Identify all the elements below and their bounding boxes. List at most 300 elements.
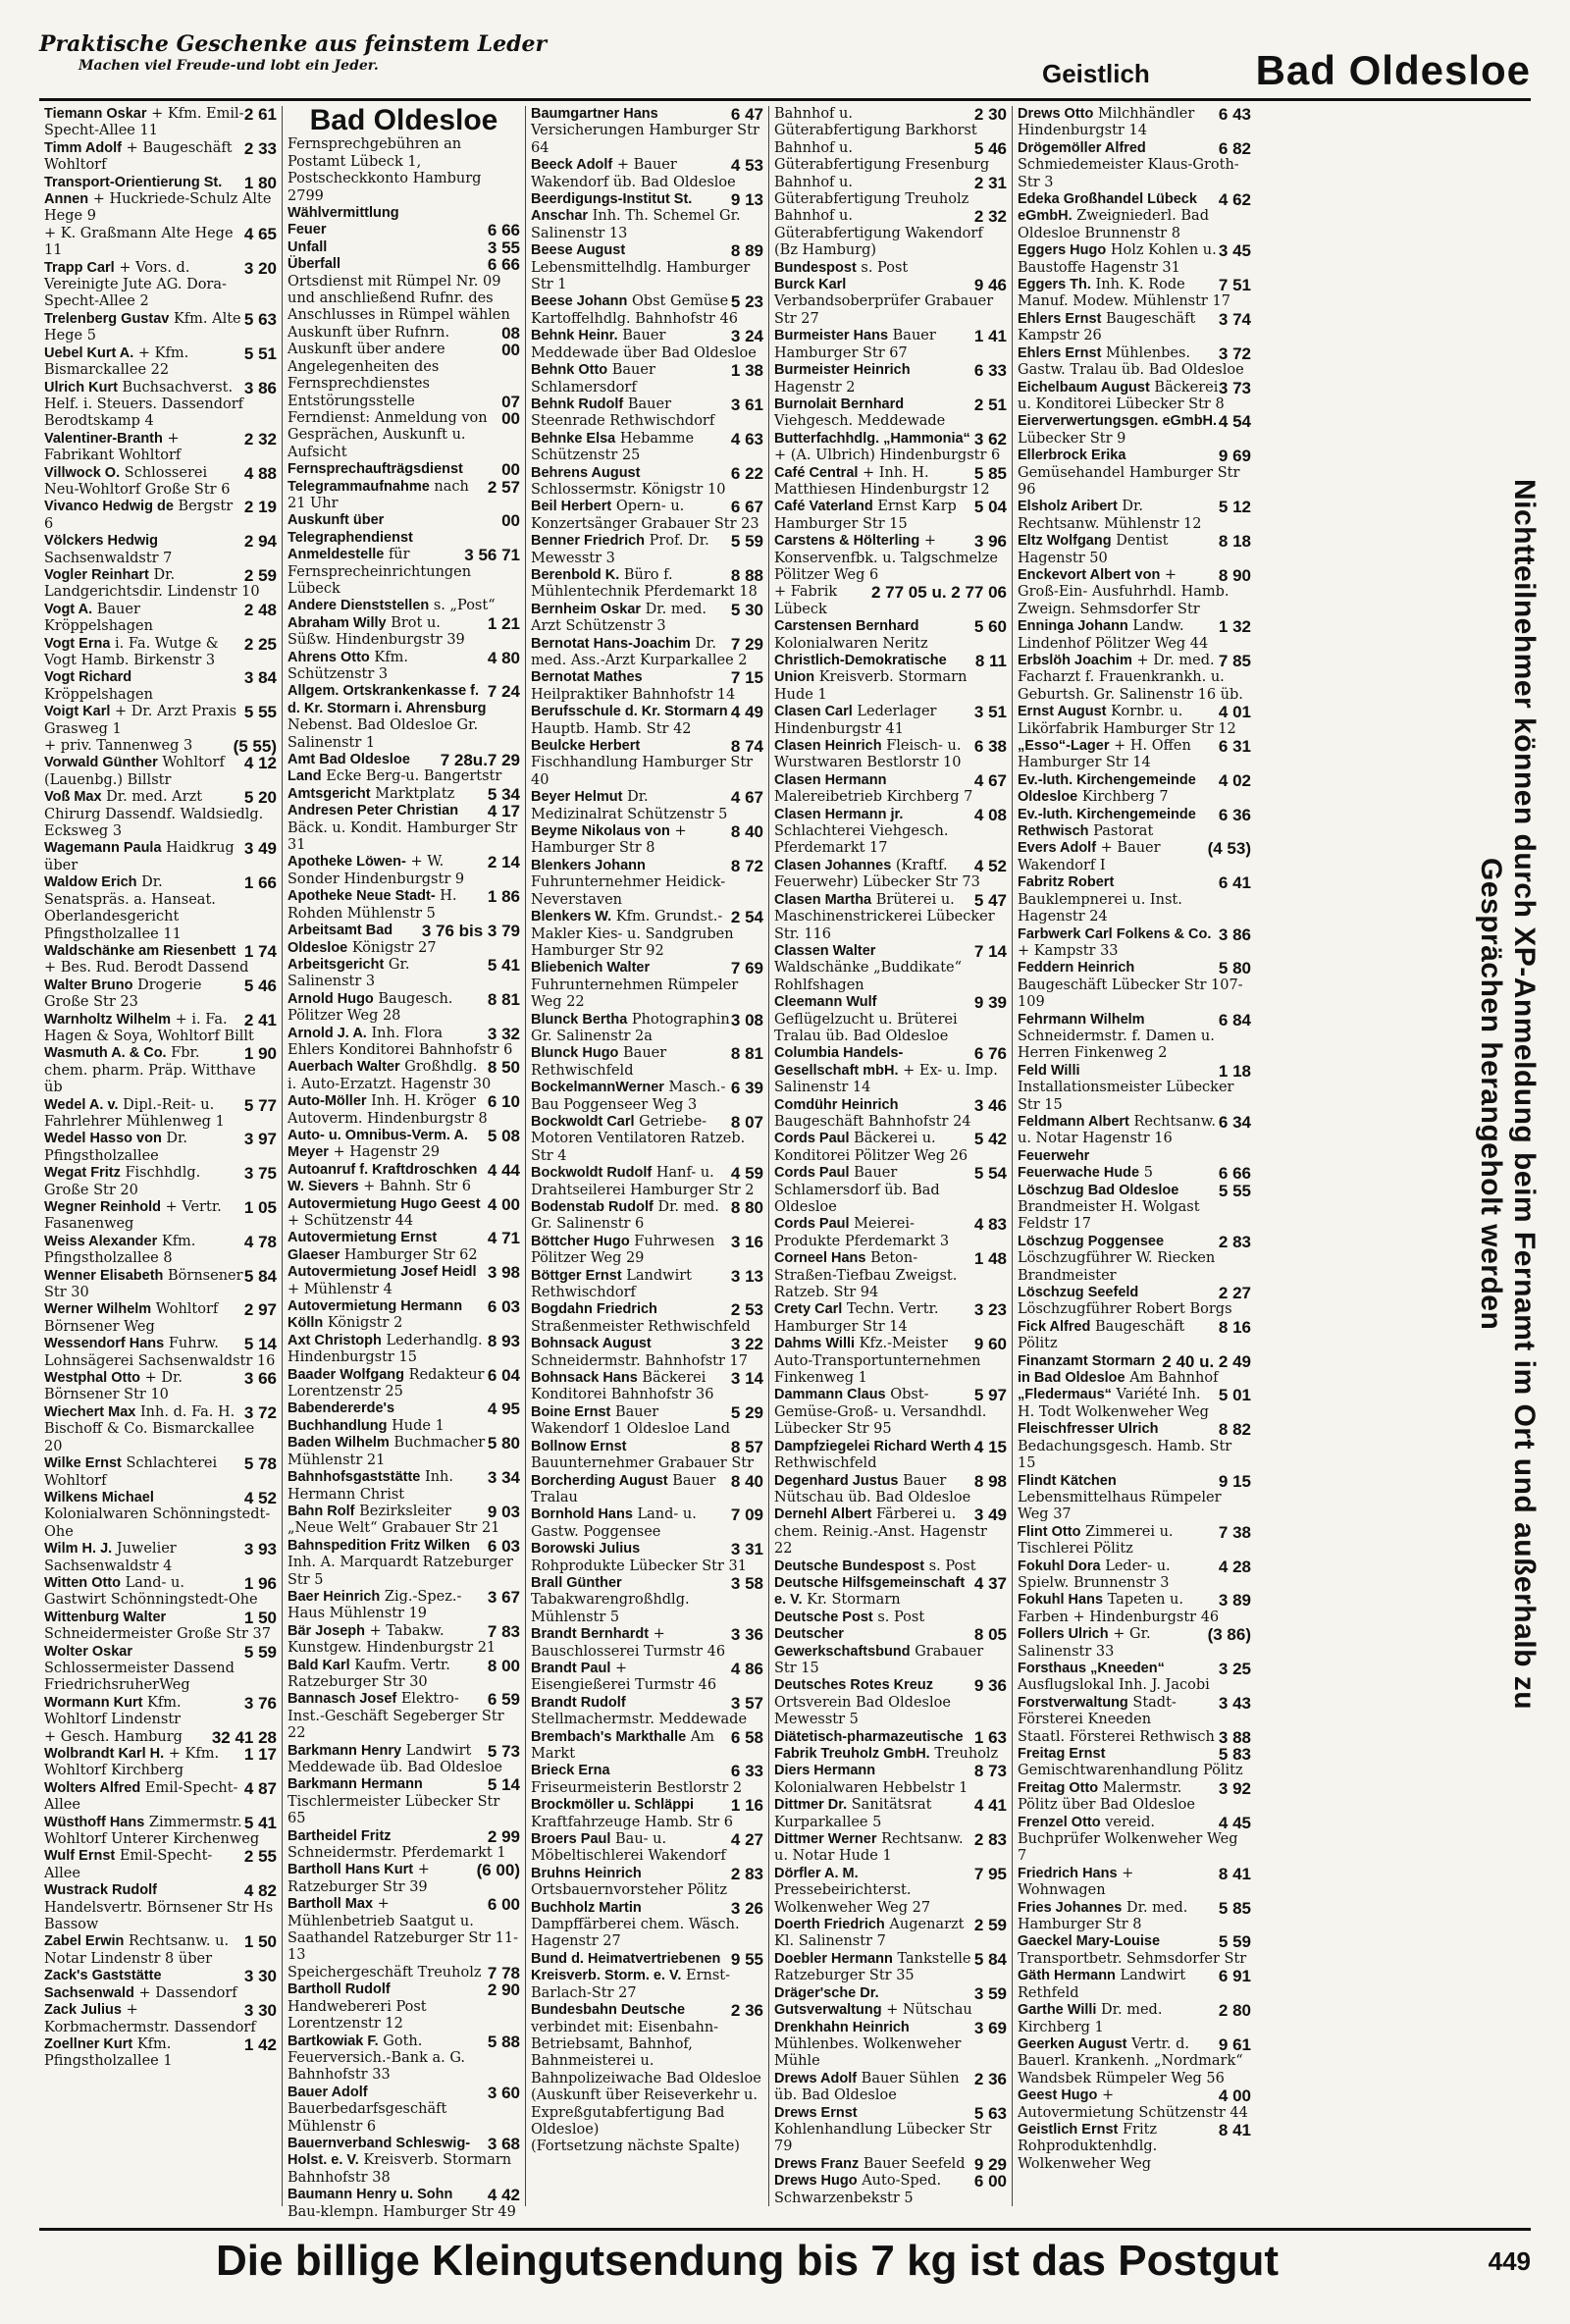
entry-details: Kröppelshagen bbox=[44, 686, 153, 703]
entry-details: Tabakwarengroßhdlg. Mühlenstr 5 bbox=[531, 1592, 690, 1625]
entry-name: BockelmannWerner bbox=[531, 1080, 664, 1096]
directory-entry bbox=[44, 704, 277, 738]
directory-entry bbox=[288, 1691, 520, 1742]
phone-number: 3 20 bbox=[243, 258, 277, 278]
entry-details: Meierei-Produkte Pferdemarkt 3 bbox=[774, 1216, 950, 1249]
entry-details: Bahnhof u. Güterabfertigung Wakendorf (Bz Hamburg) bbox=[774, 208, 983, 259]
directory-entry bbox=[1018, 704, 1251, 738]
entry-name: Enninga Johann bbox=[1018, 618, 1128, 635]
phone-number: 4 15 bbox=[973, 1437, 1007, 1456]
entry-name: Bahn Rolf bbox=[288, 1503, 355, 1519]
phone-number: 1 17 bbox=[243, 1745, 277, 1764]
directory-column-1 bbox=[39, 106, 283, 2206]
phone-number: 3 51 bbox=[973, 703, 1007, 722]
phone-number: 5 41 bbox=[243, 1813, 277, 1832]
entry-details: + Mühlenstr 4 bbox=[288, 1281, 392, 1297]
entry-details: Brot u. Süßw. Hindenburgstr 39 bbox=[288, 614, 465, 649]
directory-entry bbox=[774, 2156, 1007, 2173]
entry-details: Juwelier Sachsenwaldstr 4 bbox=[44, 1541, 177, 1574]
directory-entry bbox=[531, 1866, 763, 1900]
phone-number: 4 82 bbox=[243, 1881, 277, 1901]
entry-name: Dammann Claus bbox=[774, 1387, 886, 1403]
phone-number: 1 50 bbox=[243, 1608, 277, 1627]
phone-number: 5 83 bbox=[1218, 1745, 1251, 1764]
phone-number: 1 96 bbox=[243, 1573, 277, 1593]
entry-details: Königstr 2 bbox=[327, 1315, 403, 1332]
entry-name: Deutsche Post bbox=[774, 1609, 873, 1625]
directory-entry bbox=[774, 260, 1007, 277]
directory-entry bbox=[288, 325, 520, 342]
entry-name: Behnk Otto bbox=[531, 362, 608, 379]
directory-entry bbox=[1018, 1866, 1251, 1900]
entry-details: Treuholz bbox=[934, 1746, 999, 1762]
phone-number: 3 43 bbox=[1218, 1693, 1251, 1713]
entry-details: Hagenstr 2 bbox=[774, 379, 856, 396]
phone-number: 8 73 bbox=[973, 1762, 1007, 1781]
entry-details: H. Rohden Mühlenstr 5 bbox=[288, 888, 457, 922]
directory-entry bbox=[288, 786, 520, 803]
phone-number: 6 66 bbox=[487, 221, 520, 240]
entry-name: Follers Ulrich bbox=[1018, 1626, 1109, 1643]
entry-details: + Vertr. Fasanenweg bbox=[44, 1199, 222, 1233]
directory-entry bbox=[531, 533, 763, 567]
entry-details: Prof. Dr. Mewesstr 3 bbox=[531, 533, 709, 566]
phone-number: 4 65 bbox=[243, 224, 277, 243]
entry-details: Dr. Medizinalrat Schützenstr 5 bbox=[531, 789, 728, 822]
entry-name: Eichelbaum August bbox=[1018, 379, 1150, 396]
directory-entry bbox=[44, 1541, 277, 1575]
entry-name: Werner Wilhelm bbox=[44, 1301, 152, 1318]
phone-number: 5 29 bbox=[730, 1402, 763, 1422]
phone-number: 8 80 bbox=[730, 1198, 763, 1217]
phone-number: 4 62 bbox=[1218, 190, 1251, 210]
directory-entry bbox=[531, 1541, 763, 1575]
directory-entry bbox=[1018, 311, 1251, 345]
phone-number: 5 54 bbox=[973, 1164, 1007, 1184]
directory-entry bbox=[1018, 840, 1251, 874]
entry-details: Inh. K. Rode Manuf. Modew. Mühlenstr 17 bbox=[1018, 277, 1230, 310]
directory-entry bbox=[44, 380, 277, 431]
entry-name: Autovermietung Ernst Glaeser bbox=[288, 1230, 438, 1263]
entry-details: Variété Inh. H. Todt Wolkenweher Weg bbox=[1018, 1387, 1209, 1420]
directory-entry bbox=[531, 823, 763, 858]
entry-details: Bauer Schlamersdorf bbox=[531, 362, 655, 396]
entry-name: Garthe Willi bbox=[1018, 2002, 1097, 2019]
phone-number: 5 55 bbox=[243, 703, 277, 722]
directory-entry bbox=[44, 636, 277, 670]
entry-details: + Vors. d. Vereinigte Jute AG. Dora-Specht-Allee 2 bbox=[44, 259, 227, 310]
entry-details: Emil-Specht-Allee bbox=[44, 1779, 238, 1814]
entry-name: Doebler Hermann bbox=[774, 1950, 893, 1967]
entry-details: Kfm. Schützenstr 3 bbox=[288, 649, 408, 682]
directory-entry bbox=[44, 1268, 277, 1302]
entry-details: Mühlenbes. Gastw. Tralau üb. Bad Oldesloe bbox=[1018, 344, 1244, 379]
directory-entry bbox=[531, 1729, 763, 1764]
entry-details: Heilpraktiker Bahnhofstr 14 bbox=[531, 686, 736, 703]
directory-entry bbox=[1018, 1063, 1251, 1114]
entry-name: Behnke Elsa bbox=[531, 430, 616, 447]
phone-number: 6 36 bbox=[1218, 805, 1251, 824]
entry-name: Böttger Ernst bbox=[531, 1267, 622, 1284]
directory-entry bbox=[531, 1661, 763, 1695]
phone-number: 3 86 bbox=[243, 378, 277, 397]
phone-number: 1 16 bbox=[730, 1796, 763, 1816]
directory-entry bbox=[774, 362, 1007, 396]
directory-entry bbox=[288, 1896, 520, 1965]
entry-details: + Baugeschäft Wohltorf bbox=[44, 139, 233, 174]
entry-details: Drogerie Große Str 23 bbox=[44, 977, 202, 1011]
directory-entry bbox=[774, 1097, 1007, 1132]
entry-details: Bäck. u. Kondit. Hamburger Str 31 bbox=[288, 819, 518, 854]
directory-entry bbox=[1018, 1421, 1251, 1472]
directory-entry bbox=[44, 2036, 277, 2071]
phone-number: 6 76 bbox=[973, 1044, 1007, 1064]
entry-name: Apotheke Neue Stadt- bbox=[288, 888, 436, 905]
phone-number: 3 25 bbox=[1218, 1659, 1251, 1678]
entry-details: Kolonialwaren Neritz bbox=[774, 635, 928, 652]
phone-number: 2 94 bbox=[243, 532, 277, 552]
phone-number: 8 05 bbox=[973, 1625, 1007, 1645]
entry-details: 5 bbox=[1143, 1165, 1153, 1182]
entry-name: Dahms Willi bbox=[774, 1336, 856, 1352]
phone-number: 1 48 bbox=[973, 1249, 1007, 1269]
entry-name: Zack Julius bbox=[44, 2002, 122, 2019]
entry-details: Kolonialwaren Hebbelstr 1 bbox=[774, 1779, 968, 1796]
entry-name: Drews Adolf bbox=[774, 2070, 858, 2086]
phone-number: 5 08 bbox=[487, 1126, 520, 1145]
phone-number: 3 62 bbox=[973, 429, 1007, 449]
entry-details: Schneidermeister Große Str 37 bbox=[44, 1626, 271, 1643]
entry-name: Beese August bbox=[531, 242, 626, 259]
entry-details: Land- u. Gastw. Poggensee bbox=[531, 1506, 697, 1540]
phone-number: 1 66 bbox=[243, 873, 277, 893]
phone-number: 8 07 bbox=[730, 1112, 763, 1132]
phone-number: 5 59 bbox=[243, 1642, 277, 1662]
directory-entry bbox=[531, 1575, 763, 1626]
entry-name: Fleischfresser Ulrich bbox=[1018, 1421, 1159, 1438]
entry-details: nach 21 Uhr bbox=[288, 478, 469, 511]
entry-name: Bartholl Rudolf bbox=[288, 1981, 391, 1998]
entry-name: Behrens August bbox=[531, 464, 641, 481]
directory-entry bbox=[288, 512, 520, 547]
entry-details: + Huckriede-Schulz Alte Hege 9 bbox=[44, 191, 272, 225]
directory-entry bbox=[774, 2071, 1007, 2105]
phone-number: 6 31 bbox=[1218, 737, 1251, 757]
directory-entry bbox=[288, 342, 520, 393]
entry-details: Friseurmeisterin Bestlorstr 2 bbox=[531, 1779, 743, 1796]
phone-number: 4 00 bbox=[1218, 2086, 1251, 2106]
entry-details: Entstörungsstelle bbox=[288, 393, 415, 409]
phone-number: 8 16 bbox=[1218, 1317, 1251, 1337]
phone-number: 1 74 bbox=[243, 941, 277, 961]
entry-name: Bruhns Heinrich bbox=[531, 1865, 642, 1881]
phone-number: 5 41 bbox=[487, 955, 520, 975]
entry-name: Café Central bbox=[774, 464, 859, 481]
entry-details: Bauer Meddewade über Bad Oldesloe bbox=[531, 328, 757, 361]
phone-number: 2 19 bbox=[243, 498, 277, 517]
entry-name: Bogdahn Friedrich bbox=[531, 1301, 657, 1318]
phone-number: (3 86) bbox=[1207, 1625, 1251, 1645]
entry-name: Bohnsack August bbox=[531, 1336, 652, 1352]
entry-name: Borcherding August bbox=[531, 1472, 668, 1489]
directory-entry bbox=[288, 650, 520, 684]
phone-number: 5 04 bbox=[973, 498, 1007, 517]
entry-details: Kirchberg 7 bbox=[1081, 789, 1169, 806]
entry-name: Telegrammaufnahme bbox=[288, 478, 430, 495]
entry-details: Bäckerei u. Konditorei Pölitzer Weg 26 bbox=[774, 1131, 968, 1164]
directory-entry bbox=[531, 909, 763, 960]
directory-entry bbox=[44, 669, 277, 704]
entry-details: Straßenmeister Rethwischfeld bbox=[531, 1318, 751, 1335]
entry-name: Witten Otto bbox=[44, 1574, 121, 1591]
phone-number: 5 51 bbox=[243, 343, 277, 363]
phone-number: 2 25 bbox=[243, 634, 277, 654]
phone-number: 7 95 bbox=[973, 1864, 1007, 1883]
entry-name: Abraham Willy bbox=[288, 614, 387, 631]
entry-name: Blunck Bertha bbox=[531, 1011, 628, 1028]
directory-entry bbox=[1018, 277, 1251, 311]
directory-entry bbox=[531, 1473, 763, 1507]
entry-name: Buchholz Martin bbox=[531, 1899, 642, 1916]
phone-number: 6 66 bbox=[487, 255, 520, 275]
directory-column-4 bbox=[769, 106, 1013, 2206]
entry-details: Landwirt Rethwischdorf bbox=[531, 1267, 692, 1301]
entry-name: Feld Willi bbox=[1018, 1062, 1080, 1079]
entry-name: Bernotat Hans-Joachim bbox=[531, 635, 691, 652]
directory-entry bbox=[1018, 1285, 1251, 1319]
entry-name: Brieck Erna bbox=[531, 1763, 610, 1779]
directory-entry bbox=[1018, 567, 1251, 618]
phone-number: 5 63 bbox=[973, 2103, 1007, 2123]
entry-details: i. Fa. Wutge & Vogt Hamb. Birkenstr 3 bbox=[44, 635, 219, 668]
directory-entry bbox=[1018, 738, 1251, 772]
directory-entry bbox=[774, 1439, 1007, 1473]
column-heading: Bad Oldesloe bbox=[309, 104, 498, 136]
entry-details: Königstr 27 bbox=[351, 939, 437, 956]
entry-name: Dernehl Albert bbox=[774, 1506, 872, 1523]
directory-entry bbox=[288, 991, 520, 1026]
phone-number: 1 41 bbox=[973, 327, 1007, 346]
entry-name: Tiemann Oskar bbox=[44, 106, 147, 122]
phone-number: 4 86 bbox=[730, 1659, 763, 1678]
entry-details: Dampffärberei chem. Wäsch. Hagenstr 27 bbox=[531, 1917, 740, 1950]
entry-name: Clasen Hermann jr. bbox=[774, 806, 904, 822]
directory-entry bbox=[1018, 772, 1251, 807]
directory-entry bbox=[44, 1045, 277, 1096]
phone-number: 08 bbox=[501, 323, 520, 343]
phone-number: 8 18 bbox=[1218, 532, 1251, 552]
directory-entry bbox=[1018, 1524, 1251, 1558]
directory-entry bbox=[774, 1797, 1007, 1831]
entry-name: Crety Carl bbox=[774, 1301, 843, 1318]
entry-name: Clasen Hermann bbox=[774, 771, 887, 788]
phone-number: 8 81 bbox=[487, 989, 520, 1009]
directory-entry bbox=[44, 499, 277, 533]
entry-details: Opern- u. Konzertsänger Grabauer Str 23 bbox=[531, 499, 759, 532]
entry-name: Corneel Hans bbox=[774, 1250, 866, 1267]
entry-name: Wittenburg Walter bbox=[44, 1609, 167, 1625]
directory-entry bbox=[44, 1968, 277, 2002]
phone-number: 3 92 bbox=[1218, 1778, 1251, 1798]
entry-name: Bannasch Josef bbox=[288, 1691, 397, 1708]
entry-name: Autovermietung Hugo Geest bbox=[288, 1195, 481, 1212]
entry-name: Cords Paul bbox=[774, 1216, 850, 1233]
entry-name: Butterfachhdlg. „Hammonia“ bbox=[774, 430, 970, 447]
entry-name: Beyme Nikolaus von bbox=[531, 823, 670, 840]
entry-details: Tankstelle Ratzeburger Str 35 bbox=[774, 1950, 971, 1984]
phone-number: 9 29 bbox=[973, 2154, 1007, 2174]
entry-name: Autovermietung Josef Heidl bbox=[288, 1264, 477, 1281]
entry-name: Diätetisch-pharmazeutische Fabrik Treuholz GmbH. bbox=[774, 1728, 964, 1762]
directory-entry bbox=[774, 1610, 1007, 1626]
directory-entry bbox=[1018, 1626, 1251, 1661]
entry-name: Blenkers W. bbox=[531, 909, 612, 925]
directory-entry bbox=[531, 1900, 763, 1951]
entry-details: Versicherungen Hamburger Str 64 bbox=[531, 123, 759, 156]
phone-number: 1 21 bbox=[487, 613, 520, 633]
entry-name: Blenkers Johann bbox=[531, 857, 646, 873]
phone-number: 3 86 bbox=[1218, 924, 1251, 944]
phone-number: 2 61 bbox=[243, 105, 277, 124]
entry-name: Bartholl Hans Kurt bbox=[288, 1862, 414, 1878]
entry-details: Bedachungsgesch. Hamb. Str 15 bbox=[1018, 1438, 1232, 1472]
entry-name: Flindt Kätchen bbox=[1018, 1472, 1117, 1489]
entry-name: Wilkens Michael bbox=[44, 1489, 154, 1505]
phone-number: 2 41 bbox=[243, 1010, 277, 1030]
directory-entry bbox=[774, 1917, 1007, 1951]
directory-entry bbox=[531, 293, 763, 328]
entry-details: + Autovermietung Schützenstr 44 bbox=[1018, 2087, 1248, 2121]
phone-number: 00 bbox=[501, 460, 520, 480]
directory-entry bbox=[1018, 1165, 1251, 1182]
entry-name: Forsthaus „Kneeden“ bbox=[1018, 1660, 1165, 1676]
phone-number: 2 59 bbox=[973, 1916, 1007, 1935]
phone-number: 6 38 bbox=[973, 737, 1007, 757]
phone-number: 8 88 bbox=[730, 565, 763, 585]
directory-entry bbox=[44, 1644, 277, 1695]
entry-details: + Dr. Arzt Praxis Grasweg 1 bbox=[44, 704, 237, 737]
entry-name: Arbeitsgericht bbox=[288, 956, 385, 973]
entry-details: + Kfm. Emil-Specht-Allee 11 bbox=[44, 106, 244, 139]
directory-entry bbox=[44, 602, 277, 636]
entry-details: + W. Sonder Hindenburgstr 9 bbox=[288, 854, 465, 887]
phone-number: 5 80 bbox=[487, 1434, 520, 1453]
entry-name: Wiechert Max bbox=[44, 1403, 136, 1420]
phone-number: 7 15 bbox=[730, 668, 763, 688]
phone-number: 9 60 bbox=[973, 1335, 1007, 1354]
phone-number: 5 20 bbox=[243, 788, 277, 808]
directory-entry bbox=[288, 752, 520, 786]
entry-details: Augenarzt Kl. Salinenstr 7 bbox=[774, 1917, 965, 1950]
directory-entry bbox=[44, 1199, 277, 1234]
directory-entry bbox=[1018, 807, 1251, 841]
directory-entry bbox=[774, 175, 1007, 209]
entry-name: Bartkowiak F. bbox=[288, 2033, 379, 2049]
entry-details: + Bahnh. Str 6 bbox=[363, 1179, 471, 1195]
entry-details: Zweigniederl. Bad Oldesloe Brunnenstr 8 bbox=[1018, 208, 1209, 241]
directory-entry bbox=[1018, 1353, 1251, 1388]
phone-number: 3 57 bbox=[730, 1693, 763, 1713]
entry-name: Überfall bbox=[288, 256, 340, 273]
directory-entry bbox=[44, 1815, 277, 1849]
phone-number: 5 84 bbox=[973, 1949, 1007, 1969]
phone-number: 2 83 bbox=[730, 1864, 763, 1883]
entry-name: Wolbrandt Karl H. bbox=[44, 1746, 165, 1762]
entry-details: Lederhandlg. Hindenburgstr 15 bbox=[288, 1332, 483, 1366]
directory-entry bbox=[774, 1131, 1007, 1165]
entry-name: Clasen Carl bbox=[774, 704, 853, 720]
entry-name: Amt Bad Oldesloe Land bbox=[288, 752, 410, 785]
phone-number: 3 76 bis 3 79 bbox=[421, 922, 520, 941]
entry-name: Bund d. Heimatvertriebenen Kreisverb. Storm. e. V. bbox=[531, 1950, 721, 1984]
entry-name: Vorwald Günther bbox=[44, 755, 158, 771]
entry-details: Kolonialwaren Schönningstedt-Ohe bbox=[44, 1506, 271, 1540]
directory-entry bbox=[288, 2034, 520, 2085]
entry-name: Baumann Henry u. Sohn bbox=[288, 2187, 453, 2203]
entry-details: Inh. H. Kröger Autoverm. Hindenburgstr 8 bbox=[288, 1093, 488, 1127]
entry-details: + Dr. Börnsener Str 10 bbox=[44, 1370, 183, 1403]
directory-entry bbox=[774, 1866, 1007, 1917]
entry-name: Böttcher Hugo bbox=[531, 1233, 630, 1249]
entry-details: Pressebeirichterst. Wolkenweher Weg 27 bbox=[774, 1882, 931, 1916]
entry-name: Wedel A. v. bbox=[44, 1096, 119, 1113]
phone-number: 5 97 bbox=[973, 1386, 1007, 1405]
phone-number: 3 30 bbox=[243, 1967, 277, 1986]
entry-name: Beulcke Herbert bbox=[531, 738, 641, 755]
directory-entry bbox=[44, 1695, 277, 1729]
directory-entry bbox=[44, 943, 277, 977]
phone-number: 6 39 bbox=[730, 1079, 763, 1098]
phone-number: 3 26 bbox=[730, 1898, 763, 1918]
entry-name: Brandt Bernhardt bbox=[531, 1626, 650, 1643]
entry-details: Baugeschäft Lübecker Str 107-109 bbox=[1018, 977, 1243, 1011]
phone-number: 6 03 bbox=[487, 1536, 520, 1556]
entry-name: Bodenstab Rudolf bbox=[531, 1199, 654, 1215]
entry-details: Landw. Lindenhof Pölitzer Weg 44 bbox=[1018, 618, 1209, 652]
directory-entry bbox=[288, 1026, 520, 1060]
entry-details: + Schützenstr 44 bbox=[288, 1213, 414, 1229]
directory-entry bbox=[1018, 1815, 1251, 1866]
directory-entry bbox=[774, 431, 1007, 465]
entry-name: Vogt A. bbox=[44, 601, 93, 617]
directory-entry bbox=[1018, 191, 1251, 242]
directory-entry bbox=[1018, 2002, 1251, 2036]
entry-name: Feldmann Albert bbox=[1018, 1113, 1129, 1130]
phone-number: 5 85 bbox=[1218, 1898, 1251, 1918]
entry-details: Dr. med. Arzt Schützenstr 3 bbox=[531, 601, 707, 635]
slogan-line-2: Machen viel Freude-und lobt ein Jeder. bbox=[78, 58, 379, 74]
phone-number: 5 59 bbox=[730, 532, 763, 552]
directory-entry bbox=[1018, 2122, 1251, 2173]
footer-slogan: Die billige Kleingutsendung bis 7 kg ist das Postgut bbox=[216, 2237, 1280, 2285]
phone-number: 8 00 bbox=[487, 1656, 520, 1675]
directory-entry bbox=[288, 1435, 520, 1469]
entry-details: Waldschänke „Buddikate“ Rohlfshagen bbox=[774, 960, 963, 993]
directory-entry bbox=[774, 1729, 1007, 1764]
entry-name: Wasmuth A. & Co. bbox=[44, 1045, 167, 1062]
directory-entry bbox=[1018, 1780, 1251, 1815]
phone-number: 3 14 bbox=[730, 1369, 763, 1389]
entry-name: Drews Franz bbox=[774, 2155, 860, 2172]
directory-entry bbox=[288, 479, 520, 513]
entry-name: Apotheke Löwen- bbox=[288, 854, 406, 871]
entry-details: verbindet mit: Eisenbahn-Betriebsamt, Bahnhof, Bahnmeisterei u. Bahnpolizeiwache Bad Oldesloe (Auskunft über Reiseverkehr u. Expreßgutabfertigung Bad Oldesloe) bbox=[531, 2019, 761, 2138]
directory-entry bbox=[1018, 874, 1251, 925]
entry-details: Dr. med. Arzt Chirurg Dassendf. Waldsiedlg. Ecksweg 3 bbox=[44, 789, 264, 840]
phone-number: 3 88 bbox=[1218, 1727, 1251, 1747]
phone-number: 7 38 bbox=[1218, 1522, 1251, 1542]
directory-entry bbox=[44, 1729, 277, 1746]
